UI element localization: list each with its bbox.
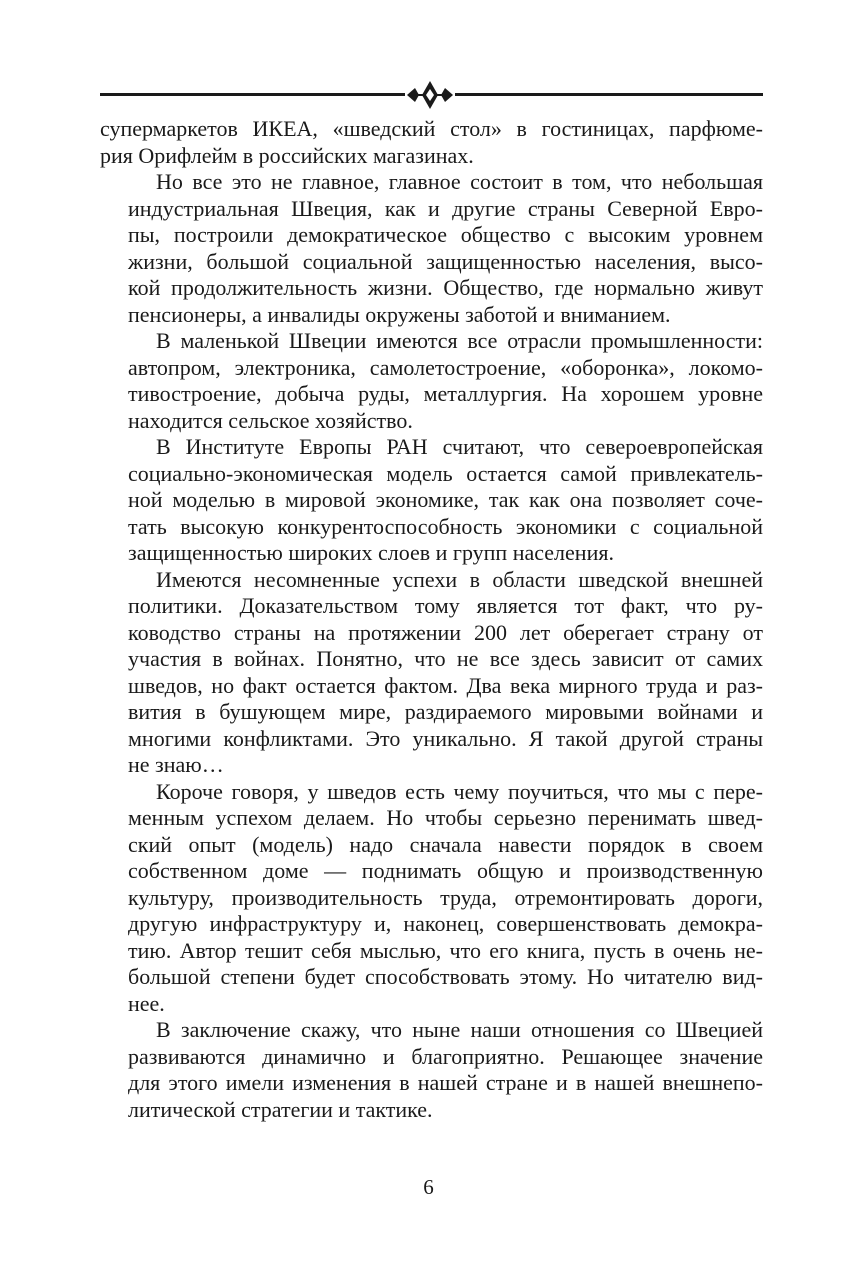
text-line: тию. Автор тешит себя мыслью, что его книга, пусть в очень не-: [128, 937, 763, 963]
text-line: пы, построили демократическое общество с высоким уровнем: [128, 222, 763, 247]
text-line: большой степени будет способствовать этому. Но читателю вид-: [128, 964, 763, 989]
text-line: ский опыт (модель) надо сначала навести порядок в своем: [128, 831, 763, 857]
text-line: защищенностью широких слоев и групп населения.: [128, 540, 614, 565]
paragraph: [100, 328, 763, 434]
text-line: В заключение скажу, что ныне наши отношения со Швецией: [156, 1017, 763, 1042]
text-line: развиваются динамично и благоприятно. Решающее значение: [128, 1043, 763, 1069]
text-line: шведов, но факт остается фактом. Два века мирного труда и раз-: [128, 672, 763, 698]
text-line: культуру, производительность труда, отремонтировать дороги,: [128, 884, 763, 910]
text-line: собственном доме — поднимать общую и производственную: [128, 858, 763, 883]
text-line: тать высокую конкурентоспособность экономики с социальной: [128, 513, 763, 539]
text-line: ной моделью в мировой экономике, так как она позволяет соче-: [128, 487, 763, 512]
text-line: многими конфликтами. Это уникально. Я такой другой страны: [128, 725, 763, 751]
text-line: рия Орифлейм в российских магазинах.: [100, 142, 474, 168]
text-line: супермаркетов ИКЕА, «шведский стол» в гостиницах, парфюме-: [100, 116, 763, 141]
text-line: Имеются несомненные успехи в области шведской внешней: [156, 566, 763, 592]
text-line: вития в бушующем мире, раздираемого мировыми войнами и: [128, 699, 763, 724]
text-line: для этого имели изменения в нашей стране и в нашей внешнепо-: [128, 1070, 763, 1095]
text-line: пенсионеры, а инвалиды окружены заботой и вниманием.: [128, 301, 671, 327]
text-line: тивостроение, добыча руды, металлургия. На хорошем уровне: [128, 381, 763, 406]
text-line: литической стратегии и тактике.: [128, 1096, 433, 1122]
text-line: политики. Доказательством тому является тот факт, что ру-: [128, 593, 763, 618]
paragraph: [100, 169, 763, 328]
text-line: участия в войнах. Понятно, что не все здесь зависит от самих: [128, 646, 763, 671]
body-text: [100, 116, 763, 1123]
text-line: ководство страны на протяжении 200 лет оберегает страну от: [128, 619, 763, 645]
text-line: менным успехом делаем. Но чтобы серьезно перенимать швед-: [128, 805, 763, 830]
text-line: нее.: [128, 990, 165, 1016]
text-line: индустриальная Швеция, как и другие страны Северной Евро-: [128, 195, 763, 221]
text-line: Но все это не главное, главное состоит в том, что небольшая: [156, 169, 763, 194]
text-line: В маленькой Швеции имеются все отрасли промышленности:: [156, 328, 763, 353]
text-line: жизни, большой социальной защищенностью населения, высо-: [128, 248, 763, 274]
paragraph: [100, 567, 763, 779]
paragraph: [100, 434, 763, 567]
text-line: Короче говоря, у шведов есть чему поучиться, что мы с пере-: [156, 778, 763, 804]
text-line: В Институте Европы РАН считают, что североевропейская: [156, 434, 763, 459]
paragraph: [100, 116, 763, 169]
paragraph: [100, 779, 763, 1018]
page-number: 6: [423, 1175, 434, 1199]
text-line: другую инфраструктуру и, наконец, совершенствовать демокра-: [128, 911, 763, 936]
text-line: кой продолжительность жизни. Общество, где нормально живут: [128, 275, 763, 300]
text-line: автопром, электроника, самолетостроение, «оборонка», локомо-: [128, 354, 763, 380]
text-line: не знаю…: [128, 752, 224, 777]
text-line: находится сельское хозяйство.: [128, 407, 413, 433]
text-line: социально-экономическая модель остается самой привлекатель-: [128, 460, 763, 486]
ornament-icon: [405, 78, 455, 112]
paragraph: [100, 1017, 763, 1123]
